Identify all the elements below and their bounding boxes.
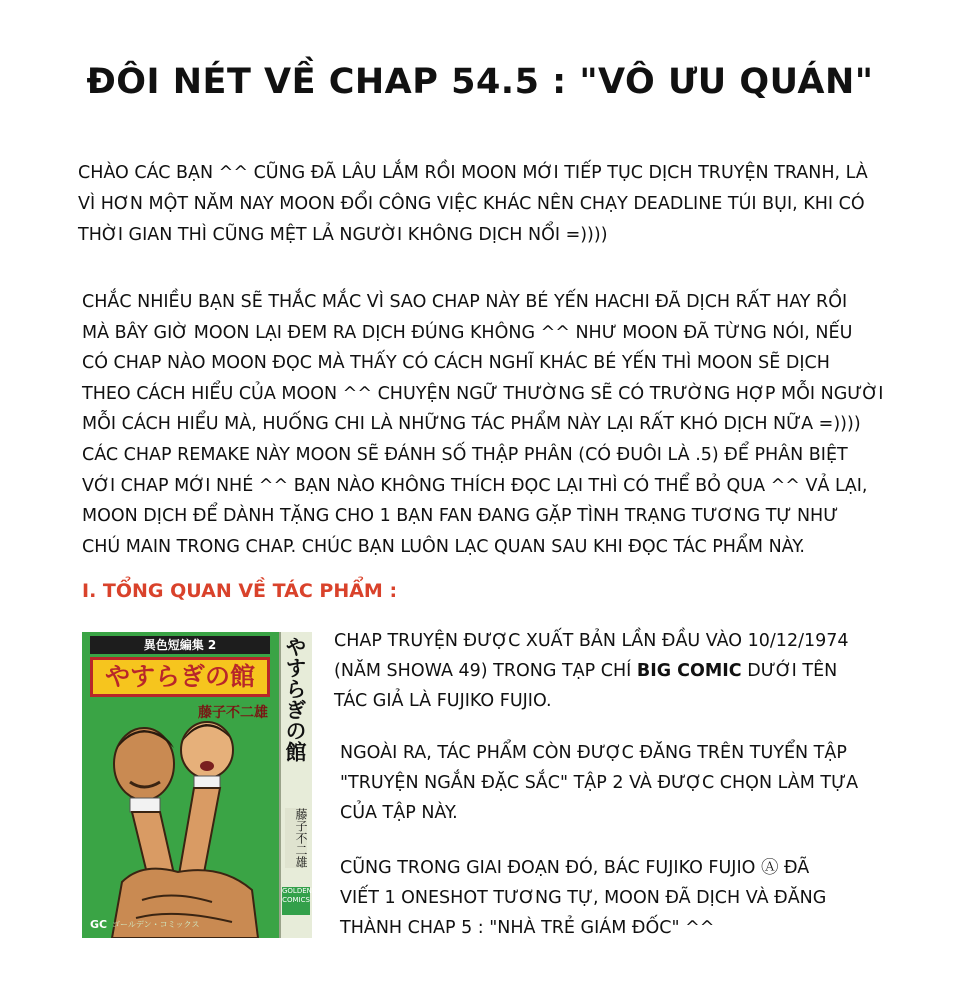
explanation-line: MỖI CÁCH HIỂU MÀ, HUỐNG CHI LÀ NHỮNG TÁC PHẨM NÀY LẠI RẤT KHÓ DỊCH NỮA =)))) xyxy=(82,414,861,435)
intro-paragraph xyxy=(78,158,868,251)
publication-line: TÁC GIẢ LÀ FUJIKO FUJIO. xyxy=(334,691,552,711)
explanation-line: MOON DỊCH ĐỂ DÀNH TẶNG CHO 1 BẠN FAN ĐANG GẶP TÌNH TRẠNG TƯƠNG TỰ NHƯ xyxy=(82,506,839,527)
anthology-info xyxy=(340,738,858,828)
intro-line: VÌ HƠN MỘT NĂM NAY MOON ĐỔI CÔNG VIỆC KHÁC NÊN CHẠY DEADLINE TÚI BỤI, KHI CÓ xyxy=(78,194,865,214)
oneshot-line: CŨNG TRONG GIAI ĐOẠN ĐÓ, BÁC FUJIKO FUJIO Ⓐ ĐÃ xyxy=(340,858,810,878)
oneshot-line: VIẾT 1 ONESHOT TƯƠNG TỰ, MOON ĐÃ DỊCH VÀ ĐĂNG xyxy=(340,888,827,908)
explanation-line: CÓ CHAP NÀO MOON ĐỌC MÀ THẤY CÓ CÁCH NGHĨ KHÁC BÉ YẾN THÌ MOON SẼ DỊCH xyxy=(82,353,830,374)
intro-line: CHÀO CÁC BẠN ^^ CŨNG ĐÃ LÂU LẮM RỒI MOON MỚI TIẾP TỤC DỊCH TRUYỆN TRANH, LÀ xyxy=(78,163,868,183)
oneshot-line: THÀNH CHAP 5 : "NHÀ TRẺ GIÁM ĐỐC" ^^ xyxy=(340,918,715,938)
explanation-line: CHẮC NHIỀU BẠN SẼ THẮC MẮC VÌ SAO CHAP NÀY BÉ YẾN HACHI ĐÃ DỊCH RẤT HAY RỒI xyxy=(82,292,848,312)
anthology-line: "TRUYỆN NGẮN ĐẶC SẮC" TẬP 2 VÀ ĐƯỢC CHỌN LÀM TỰA xyxy=(340,773,859,793)
cover-logo: GC xyxy=(90,918,108,931)
spine-logo: GOLDEN COMICS xyxy=(282,887,310,915)
publication-text: DƯỚI TÊN xyxy=(741,661,838,681)
publication-line xyxy=(334,656,849,686)
publication-text: (NĂM SHOWA 49) TRONG TẠP CHÍ xyxy=(334,661,637,681)
explanation-line: CHÚ MAIN TRONG CHAP. CHÚC BẠN LUÔN LẠC QUAN SAU KHI ĐỌC TÁC PHẨM NÀY. xyxy=(82,536,805,557)
book-cover-image xyxy=(82,632,312,938)
cover-author: 藤子不二雄 xyxy=(198,705,268,721)
intro-line: THỜI GIAN THÌ CŨNG MỆT LẢ NGƯỜI KHÔNG DỊCH NỔI =)))) xyxy=(78,225,608,245)
spine-author: 藤子不二雄 xyxy=(285,808,307,868)
explanation-line: CÁC CHAP REMAKE NÀY MOON SẼ ĐÁNH SỐ THẬP PHÂN (CÓ ĐUÔI LÀ .5) ĐỂ PHÂN BIỆT xyxy=(82,444,848,465)
explanation-line: MÀ BÂY GIỜ MOON LẠI ĐEM RA DỊCH ĐÚNG KHÔNG ^^ NHƯ MOON ĐÃ TỪNG NÓI, NẾU xyxy=(82,322,853,343)
spine-title: やすらぎの館 xyxy=(283,636,307,762)
magazine-name: BIG COMIC xyxy=(636,661,742,681)
page-title: ĐÔI NÉT VỀ CHAP 54.5 : "VÔ ƯU QUÁN" xyxy=(86,62,874,102)
cover-title: やすらぎの館 xyxy=(90,657,270,697)
explanation-line: VỚI CHAP MỚI NHÉ ^^ BẠN NÀO KHÔNG THÍCH ĐỌC LẠI THÌ CÓ THỂ BỎ QUA ^^ VẢ LẠI, xyxy=(82,475,868,496)
anthology-line: NGOÀI RA, TÁC PHẨM CÒN ĐƯỢC ĐĂNG TRÊN TUYỂN TẬP xyxy=(340,743,847,763)
oneshot-info xyxy=(340,853,826,943)
cover-series-label: 異色短編集 2 xyxy=(90,636,270,654)
cover-brand: ゴールデン・コミックス xyxy=(112,920,200,929)
explanation-line: THEO CÁCH HIỂU CỦA MOON ^^ CHUYỆN NGỮ THƯỜNG SẼ CÓ TRƯỜNG HỢP MỖI NGƯỜI xyxy=(82,383,884,404)
explanation-paragraph xyxy=(82,287,883,562)
cover-front xyxy=(82,632,279,938)
section-heading: I. TỔNG QUAN VỀ TÁC PHẨM : xyxy=(82,580,398,602)
publication-info xyxy=(334,626,849,716)
anthology-line: CỦA TẬP NÀY. xyxy=(340,803,458,823)
publication-line: CHAP TRUYỆN ĐƯỢC XUẤT BẢN LẦN ĐẦU VÀO 10/12/1974 xyxy=(334,631,849,651)
